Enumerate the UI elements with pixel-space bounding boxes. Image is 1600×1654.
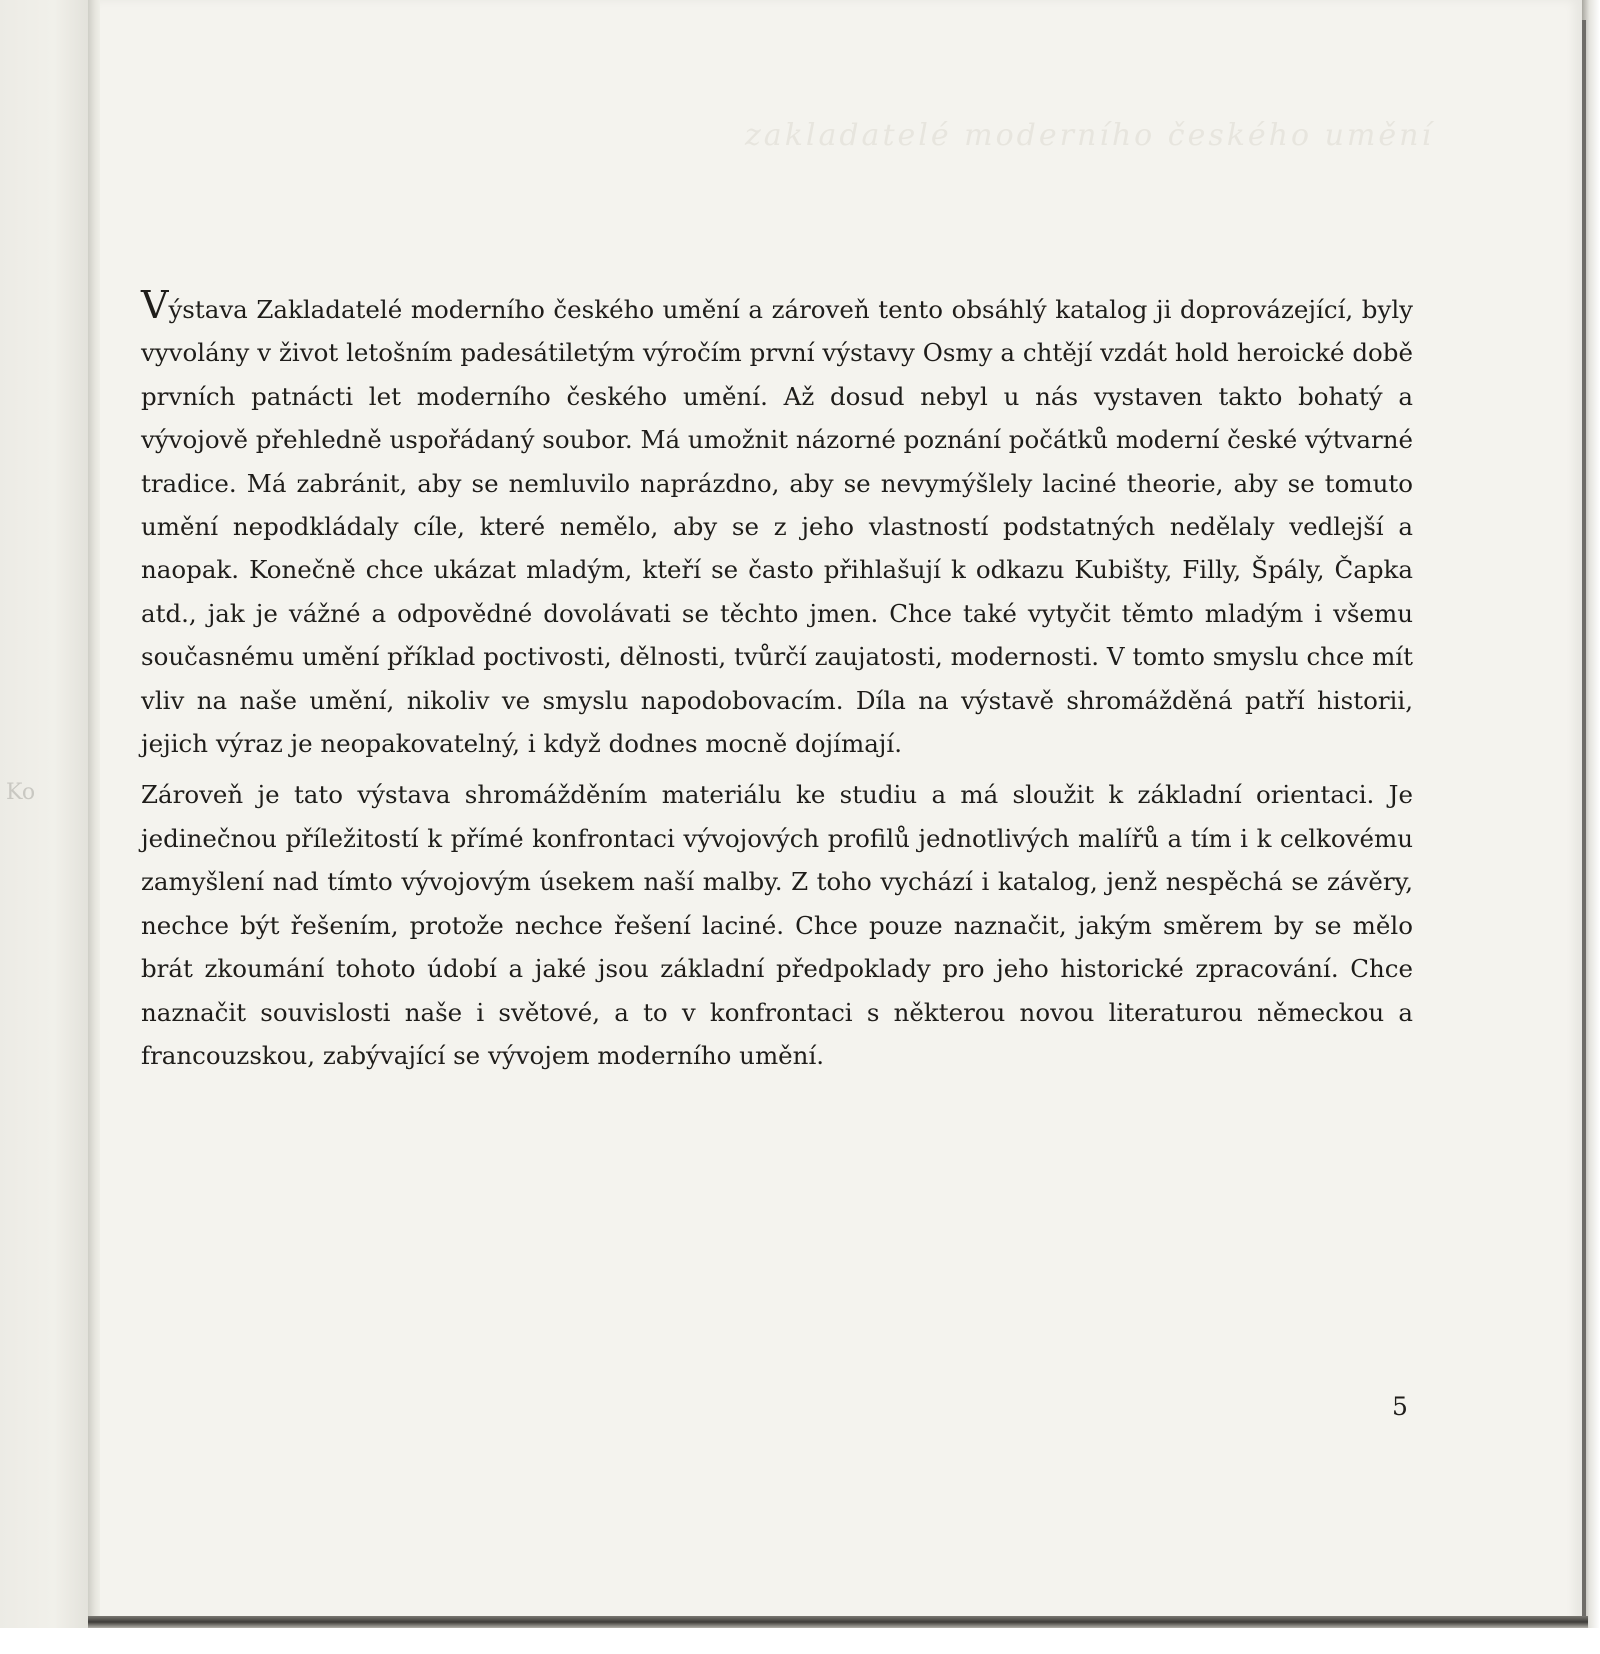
paragraph-2-text: Zároveň je tato výstava shromážděním materiálu ke studiu a má sloužit k základní orientaci. Je jedinečnou příležitostí k přímé konfrontaci vývojových profilů jednotlivých malířů a tím i k celkovému zamyšlení nad tímto vývojovým úsekem naší malby. Z toho vychází i katalog, jenž nespěchá se závěry, nechce být řešením, protože nechce řešení laciné. Chce pouze naznačit, jakým směrem by se mělo brát zkoumání tohoto údobí a jaké jsou základní předpoklady pro jeho historické zpracování. Chce naznačit souvislosti naše i světové, a to v konfrontaci s některou novou literaturou německou a francouzskou, zabývající se vývojem moderního umění.	[141, 780, 1413, 1070]
paragraph-1	[141, 283, 1413, 765]
page-number: 5	[1392, 1392, 1408, 1421]
body-text	[141, 283, 1413, 1077]
paragraph-2	[141, 773, 1413, 1077]
left-page-text-fragment: Ko	[6, 780, 36, 805]
bottom-page-edge	[88, 1616, 1588, 1628]
page-stack-shadow	[1582, 20, 1586, 1620]
show-through-header: zakladatelé moderního českého umění	[745, 118, 1435, 153]
paragraph-1-text: ýstava Zakladatelé moderního českého umění a zároveň tento obsáhlý katalog ji doprovázející, byly vyvolány v život letošním padesátiletým výročím první výstavy Osmy a chtějí vzdát hold heroické době prvních patnácti let moderního českého umění. Až dosud nebyl u nás vystaven takto bohatý a vývojově přehledně uspořádaný soubor. Má umožnit názorné poznání počátků moderní české výtvarné tradice. Má zabránit, aby se nemluvilo naprázdno, aby se nevymýšlely laciné theorie, aby se tomuto umění nepodkládaly cíle, které nemělo, aby se z jeho vlastností podstatných nedělaly vedlejší a naopak. Konečně chce ukázat mladým, kteří se často přihlašují k odkazu Kubišty, Filly, Špály, Čapka atd., jak je vážné a odpovědné dovolávati se těchto jmen. Chce také vytyčit těmto mladým i všemu současnému umění příklad poctivosti, dělnosti, tvůrčí zaujatosti, modernosti. V tomto smyslu chce mít vliv na naše umění, nikoliv ve smyslu napodobovacím. Díla na výstavě shromážděná patří historii, jejich výraz je neopakovatelný, i když dodnes mocně dojímají.	[141, 295, 1413, 759]
drop-cap: V	[141, 283, 169, 327]
left-facing-page	[0, 0, 90, 1654]
scan-margin	[0, 1628, 1600, 1654]
